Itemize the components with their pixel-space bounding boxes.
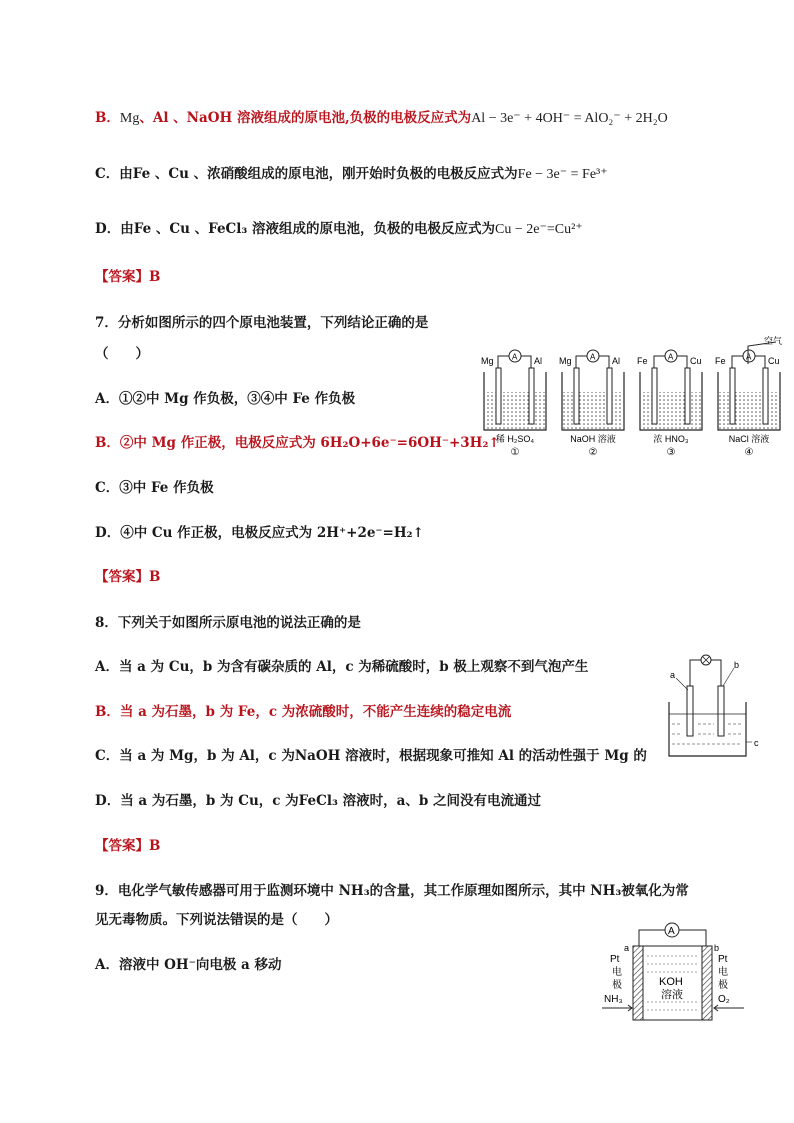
- electrode-left: [730, 368, 735, 424]
- air-label: 空气: [764, 336, 783, 346]
- solution: [563, 392, 623, 429]
- q9-stem-2: 见无毒物质。下列说法错误的是（ ）: [95, 912, 338, 928]
- cell-number: ③: [666, 447, 676, 458]
- solution-label: 溶液: [661, 989, 683, 1001]
- solution: [719, 392, 779, 429]
- q6-d-text: 由Fe 、Cu 、FeCl₃ 溶液组成的原电池，负极的电极反应式为: [120, 221, 496, 237]
- q8-stem: 8．下列关于如图所示原电池的说法正确的是: [95, 615, 361, 631]
- pt-left: Pt: [610, 954, 620, 965]
- q7-paren: （ ）: [95, 346, 149, 362]
- q6-option-b: [95, 106, 668, 127]
- q6-b-text: 、Al 、NaOH 溶液组成的原电池,负极的电极反应式为: [139, 110, 472, 126]
- electrode-right-label: Al: [612, 356, 621, 366]
- electrode-right-label: Al: [534, 356, 543, 366]
- electrode-right: [607, 368, 612, 424]
- cell-1: [481, 350, 546, 458]
- ammeter-label: A: [668, 926, 675, 937]
- electrode-b: [718, 686, 724, 736]
- o2-arrow: [714, 1005, 744, 1011]
- electrode-left: [496, 368, 501, 424]
- pt-right: Pt: [718, 954, 728, 965]
- nh3-label: NH₃: [604, 994, 623, 1005]
- ammeter-label: A: [590, 352, 596, 362]
- q8-figure: [664, 650, 764, 760]
- label-b: b: [734, 660, 740, 670]
- q7-option-c: C．③中 Fe 作负极: [95, 480, 214, 496]
- q7-option-d: D．④中 Cu 作正极，电极反应式为 2H⁺+2e⁻=H₂↑: [95, 525, 424, 541]
- cell-number: ①: [510, 447, 520, 458]
- electrode-right: [763, 368, 768, 424]
- koh-label: KOH: [659, 976, 683, 988]
- label-c: c: [754, 738, 759, 748]
- cell-2: [559, 350, 624, 458]
- q8-option-b: B．当 a 为石墨，b 为 Fe，c 为浓硫酸时，不能产生连续的稳定电流: [95, 704, 512, 720]
- q6-answer: 【答案】B: [95, 269, 161, 285]
- cell-3: [637, 350, 702, 458]
- ji-right: 极: [718, 980, 728, 991]
- q7-stem: 7．分析如图所示的四个原电池装置，下列结论正确的是: [95, 315, 429, 331]
- dian-right: 电: [718, 967, 728, 978]
- electrode-right: [685, 368, 690, 424]
- o2-label: O₂: [718, 994, 730, 1005]
- electrode-left: [652, 368, 657, 424]
- solution-label: NaCl 溶液: [728, 434, 770, 444]
- electrode-left-label: Fe: [637, 356, 648, 366]
- q6-option-c: [95, 162, 608, 183]
- option-letter: C．: [95, 166, 120, 182]
- q7-option-b: B．②中 Mg 作正极，电极反应式为 6H₂O+6e⁻=6OH⁻+3H₂↑: [95, 435, 500, 451]
- q9-option-a: A．溶液中 OH⁻向电极 a 移动: [95, 957, 282, 973]
- cell-number: ②: [588, 447, 598, 458]
- dian-left: 电: [612, 967, 622, 978]
- q9-stem-1: 9．电化学气敏传感器可用于监测环境中 NH₃的含量，其工作原理如图所示，其中 NH₃被氧化为常: [95, 883, 689, 899]
- electrode-a: [633, 946, 643, 1020]
- q8-option-c: C．当 a 为 Mg，b 为 Al，c 为NaOH 溶液时，根据现象可推知 Al 的活动性强于 Mg 的: [95, 748, 647, 764]
- electrode-left-label: Mg: [559, 356, 572, 366]
- option-letter: D．: [95, 221, 121, 237]
- electrode-right: [529, 368, 534, 424]
- label-b: b: [714, 943, 720, 953]
- q6-c-equation: Fe − 3e⁻ = Fe³⁺: [517, 167, 608, 182]
- solution-label: NaOH 溶液: [570, 434, 616, 444]
- electrode-a: [687, 686, 693, 736]
- beaker: [669, 702, 746, 756]
- electrode-right-label: Cu: [690, 356, 702, 366]
- nh3-arrow: [602, 1005, 632, 1011]
- electrode-right-label: Cu: [768, 356, 780, 366]
- solution: [485, 392, 545, 429]
- q7-option-a: A．①②中 Mg 作负极，③④中 Fe 作负极: [95, 391, 356, 407]
- q9-figure: [600, 918, 750, 1024]
- q8-answer: 【答案】B: [95, 838, 161, 854]
- ammeter-label: A: [668, 352, 674, 362]
- ammeter-label: A: [512, 352, 518, 362]
- ammeter-label: A: [746, 352, 752, 362]
- electrode-left: [574, 368, 579, 424]
- q8-option-a: A．当 a 为 Cu，b 为含有碳杂质的 Al，c 为稀硫酸时，b 极上观察不到气泡产生: [95, 659, 589, 675]
- option-letter: B．: [95, 110, 120, 126]
- label-a: a: [624, 943, 630, 953]
- q6-b-equation: Al − 3e⁻ + 4OH⁻ = AlO₂⁻ + 2H₂O: [471, 111, 668, 126]
- q6-d-equation: Cu − 2e⁻=Cu²⁺: [495, 222, 583, 237]
- q8-option-d: D．当 a 为石墨，b 为 Cu，c 为FeCl₃ 溶液时，a、b 之间没有电流通过: [95, 793, 541, 809]
- solution-label: 浓 HNO₃: [653, 434, 689, 444]
- cell-number: ④: [744, 447, 754, 458]
- mg-symbol: Mg: [119, 111, 140, 126]
- electrode-left-label: Mg: [481, 356, 494, 366]
- cell-4: [715, 350, 780, 458]
- solution: [641, 392, 701, 429]
- electrode-b: [702, 946, 712, 1020]
- ji-left: 极: [612, 980, 622, 991]
- q7-figure: [478, 334, 794, 458]
- q7-answer: 【答案】B: [95, 569, 161, 585]
- q6-c-text: 由Fe 、Cu 、浓硝酸组成的原电池，刚开始时负极的电极反应式为: [119, 166, 518, 182]
- label-a: a: [670, 670, 676, 680]
- electrode-left-label: Fe: [715, 356, 726, 366]
- solution-label: 稀 H₂SO₄: [495, 434, 535, 444]
- q6-option-d: [95, 217, 583, 238]
